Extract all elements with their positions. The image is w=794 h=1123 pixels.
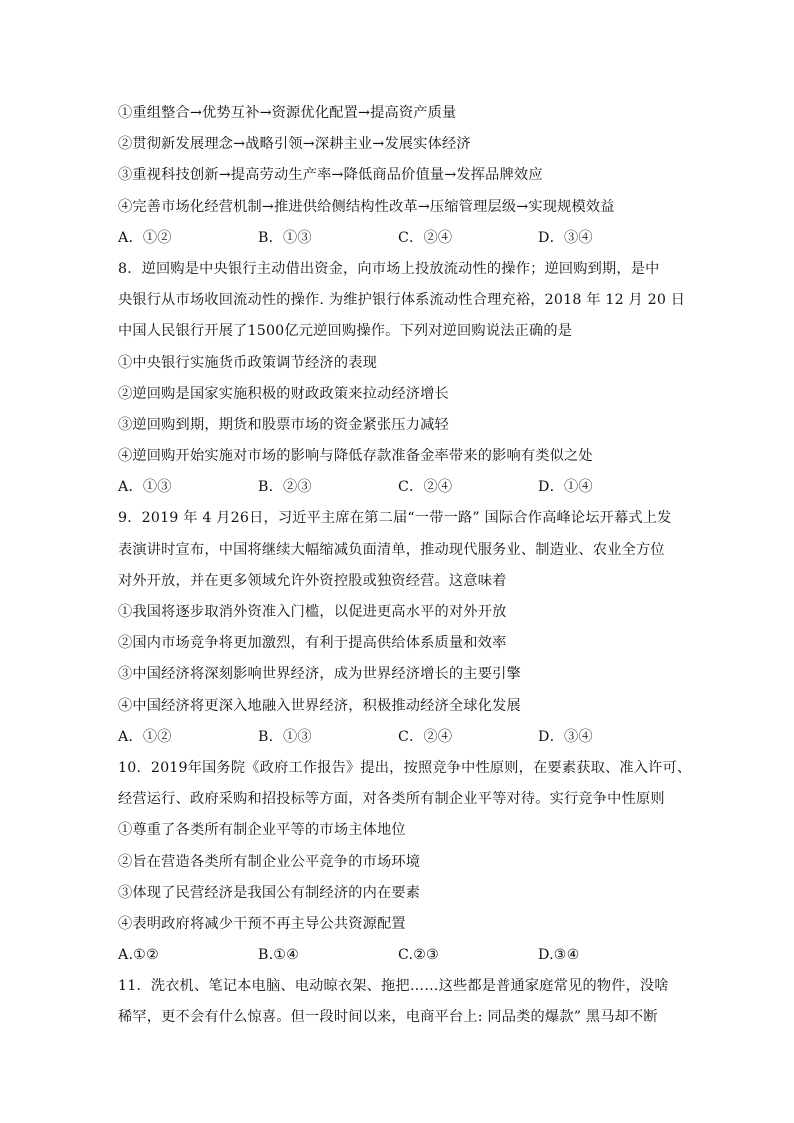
question-7 xyxy=(118,98,678,254)
option-line: ②逆回购是国家实施积极的财政政策来拉动经济增长 xyxy=(118,385,449,402)
answer-choices xyxy=(118,940,678,971)
choice-c: C.②③ xyxy=(398,947,440,964)
question-stem-line: 8．逆回购是中央银行主动借出资金，向市场上投放流动性的操作；逆回购到期，是中 xyxy=(118,260,660,277)
question-stem-line: 11．洗衣机、笔记本电脑、电动晾衣架、拖把……这些都是普通家庭常见的物件，没啥 xyxy=(118,978,669,995)
choice-b: B.①④ xyxy=(258,947,300,964)
choice-b: B．①③ xyxy=(258,229,312,246)
question-stem-line: 表演讲时宣布，中国将继续大幅缩减负面清单，推动现代服务业、制造业、农业全方位 xyxy=(118,541,665,558)
option-line: ③逆回购到期，期货和股票市场的资金紧张压力减轻 xyxy=(118,416,449,433)
answer-choices xyxy=(118,722,678,753)
choice-a: A.①② xyxy=(118,947,159,964)
option-line: ④逆回购开始实施对市场的影响与降低存款准备金率带来的影响有类似之处 xyxy=(118,448,593,465)
choice-c: C．②④ xyxy=(398,728,453,745)
question-9 xyxy=(118,503,678,753)
question-11 xyxy=(118,971,678,1033)
option-line: ①中央银行实施货币政策调节经济的表现 xyxy=(118,354,377,371)
option-line: ①我国将逐步取消外资准入门槛，以促进更高水平的对外开放 xyxy=(118,604,507,620)
option-line: ①重组整合→优势互补→资源优化配置→提高资产质量 xyxy=(118,105,457,121)
option-line: ④完善市场化经营机制→推进供给侧结构性改革→压缩管理层级→实现规模效益 xyxy=(118,198,615,215)
choice-d: D.③④ xyxy=(538,947,580,964)
choice-d: D．①④ xyxy=(538,479,593,496)
option-line: ③重视科技创新→提高劳动生产率→降低商品价值量→发挥品牌效应 xyxy=(118,167,543,184)
answer-choices xyxy=(118,223,678,254)
option-line: ④中国经济将更深入地融入世界经济，积极推动经济全球化发展 xyxy=(118,697,521,714)
choice-a: A．①③ xyxy=(118,479,172,496)
option-line: ②贯彻新发展理念→战略引领→深耕主业→发展实体经济 xyxy=(118,136,471,153)
option-line: ③中国经济将深刻影响世界经济，成为世界经济增长的主要引擎 xyxy=(118,666,521,683)
question-stem-line: 稀罕，更不会有什么惊喜。但一段时间以来，电商平台上: 同品类的爆款” 黑马却不断 xyxy=(118,1009,658,1026)
question-stem-line: 中国人民银行开展了1500亿元逆回购操作。下列对逆回购说法正确的是 xyxy=(118,323,573,340)
choice-c: C．②④ xyxy=(398,229,453,246)
question-content xyxy=(118,98,692,1034)
option-line: ④表明政府将减少干预不再主导公共资源配置 xyxy=(118,915,406,932)
option-line: ③体现了民营经济是我国公有制经济的内在要素 xyxy=(118,884,421,901)
choice-d: D．③④ xyxy=(538,728,593,745)
question-stem-line: 央银行从市场收回流动性的操作. 为维护银行体系流动性合理充裕，2018 年 12 月 20 日 xyxy=(118,292,686,309)
option-line: ②国内市场竞争将更加激烈，有利于提高供给体系质量和效率 xyxy=(118,635,507,652)
question-stem-line: 10．2019年国务院《政府工作报告》提出，按照竞争中性原则，在要素获取、准入许可、 xyxy=(118,759,692,776)
choice-b: B．②③ xyxy=(258,479,312,496)
question-stem-line: 经营运行、政府采购和招投标等方面，对各类所有制企业平等对待。实行竞争中性原则 xyxy=(118,791,665,808)
question-stem-line: 9．2019 年 4 月26日，习近平主席在第二届“一带一路” 国际合作高峰论坛开幕式上发 xyxy=(118,510,672,527)
choice-d: D．③④ xyxy=(538,229,593,246)
choice-a: A．①② xyxy=(118,728,172,745)
choice-c: C．②④ xyxy=(398,479,453,496)
option-line: ②旨在营造各类所有制企业公平竞争的市场环境 xyxy=(118,853,421,870)
choice-b: B．①③ xyxy=(258,728,312,745)
question-stem-line: 对外开放，并在更多领域允许外资控股或独资经营。这意味着 xyxy=(118,572,507,589)
question-10 xyxy=(118,753,692,971)
choice-a: A．①② xyxy=(118,229,172,246)
answer-choices xyxy=(118,472,678,503)
option-line: ①尊重了各类所有制企业平等的市场主体地位 xyxy=(118,822,406,839)
question-8 xyxy=(118,254,686,504)
